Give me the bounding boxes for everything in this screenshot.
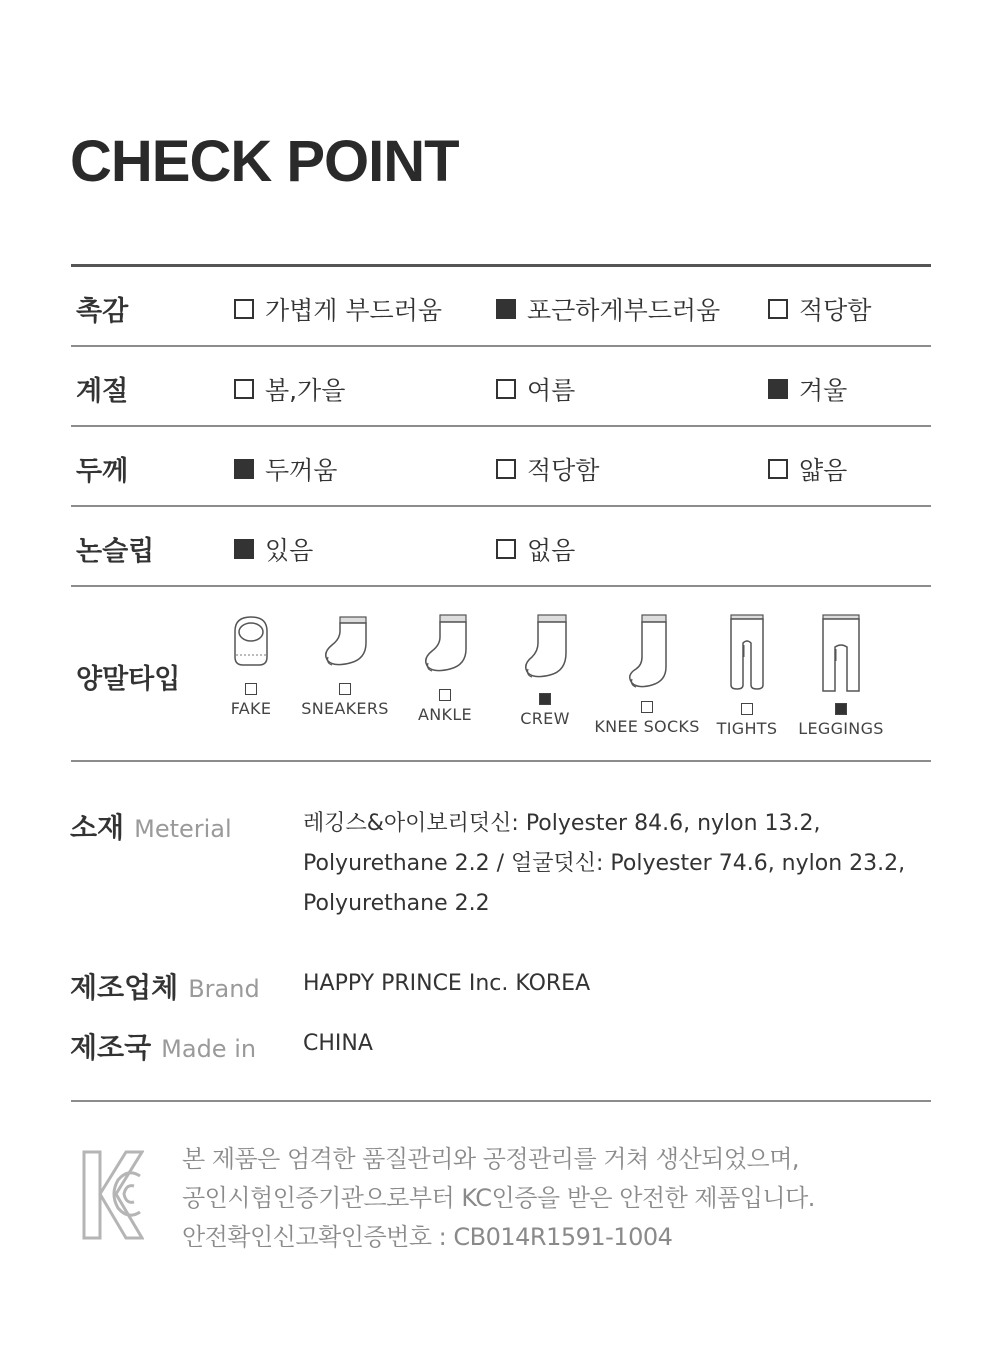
sock-type-label: ANKLE [418,705,472,724]
origin-label: 제조국 Made in [70,1031,257,1064]
kc-cert-number: 안전확인신고확인증번호 : CB014R1591-1004 [182,1223,673,1251]
non-slip-row [71,507,931,587]
knee-sock-icon [622,613,672,691]
brand-value: HAPPY PRINCE Inc. KOREA [303,971,591,996]
kc-certification-logo [82,1150,144,1240]
sock-type-label: TIGHTS [716,719,778,738]
checkbox-checked [835,703,847,715]
checkbox-checked [234,459,254,479]
checkbox [496,539,516,559]
sock-type-label: CREW [520,709,570,728]
option-label: 있음 [265,536,314,565]
checkbox [339,683,351,695]
checkbox-checked [539,693,551,705]
checkbox [768,299,788,319]
option [768,451,847,487]
option-label: 여름 [527,376,576,405]
checkbox [641,701,653,713]
checkbox [741,703,753,715]
kc-notice-line: 공인시험인증기관으로부터 KC인증을 받은 안전한 제품입니다. [182,1184,815,1212]
option [234,291,442,327]
sock-type-knee-socks [592,613,702,736]
sneakers-sock-icon [320,613,370,673]
season-row [71,347,931,427]
leggings-icon [819,613,863,693]
origin-value: CHINA [303,1031,373,1056]
row-label: 계절 [76,376,129,407]
option-label: 봄,가을 [265,376,346,405]
checkbox [245,683,257,695]
option [234,371,345,407]
option [234,451,337,487]
row-label: 두께 [76,456,129,487]
checkbox [439,689,451,701]
option [234,531,313,567]
crew-sock-icon [520,613,570,683]
checkbox-checked [768,379,788,399]
checkbox [496,459,516,479]
sock-type-leggings [786,613,896,738]
checkbox-checked [496,299,516,319]
option [496,291,720,327]
row-label: 논슬립 [76,536,155,567]
sock-type-crew [490,613,600,728]
option [496,531,575,567]
option-label: 두꺼움 [265,456,338,485]
feel-row [71,267,931,347]
sock-type-label: SNEAKERS [301,699,389,718]
checkbox [234,379,254,399]
material-value: 레깅스&아이보리덧신: Polyester 84.6, nylon 13.2, Polyurethane 2.2 / 얼굴덧신: Polyester 74.6, nylon 23.2, Polyurethane 2.2 [303,811,906,916]
checkbox [496,379,516,399]
material-label: 소재 Meterial [70,811,232,844]
option-label: 얇음 [799,456,848,485]
sock-type-label: LEGGINGS [798,719,884,738]
kc-notice-line: 본 제품은 엄격한 품질관리와 공정관리를 거쳐 생산되었으며, [182,1145,800,1173]
fake-sock-icon [231,613,271,673]
sock-type-sneakers [290,613,400,718]
option-label: 없음 [527,536,576,565]
option [496,451,599,487]
thickness-row [71,427,931,507]
option [768,371,847,407]
option-label: 가볍게 부드러움 [265,296,442,325]
option [768,291,871,327]
divider [71,1100,931,1102]
row-label: 촉감 [76,296,129,327]
option-label: 적당함 [799,296,872,325]
sock-type-row [71,587,931,762]
checkbox [768,459,788,479]
sock-type-ankle [390,613,500,724]
checkbox-checked [234,539,254,559]
sock-type-label: FAKE [230,699,272,718]
kc-notice [182,1140,815,1257]
sock-type-label: KNEE SOCKS [594,717,700,736]
page-title: CHECK POINT [70,129,459,194]
ankle-sock-icon [420,613,470,679]
row-label: 양말타입 [76,664,181,695]
option-label: 겨울 [799,376,848,405]
tights-icon [725,613,769,693]
option-label: 적당함 [527,456,600,485]
check-point-table [71,264,931,762]
checkbox [234,299,254,319]
option [496,371,575,407]
brand-label: 제조업체 Brand [70,971,260,1004]
option-label: 포근하게부드러움 [527,296,721,325]
